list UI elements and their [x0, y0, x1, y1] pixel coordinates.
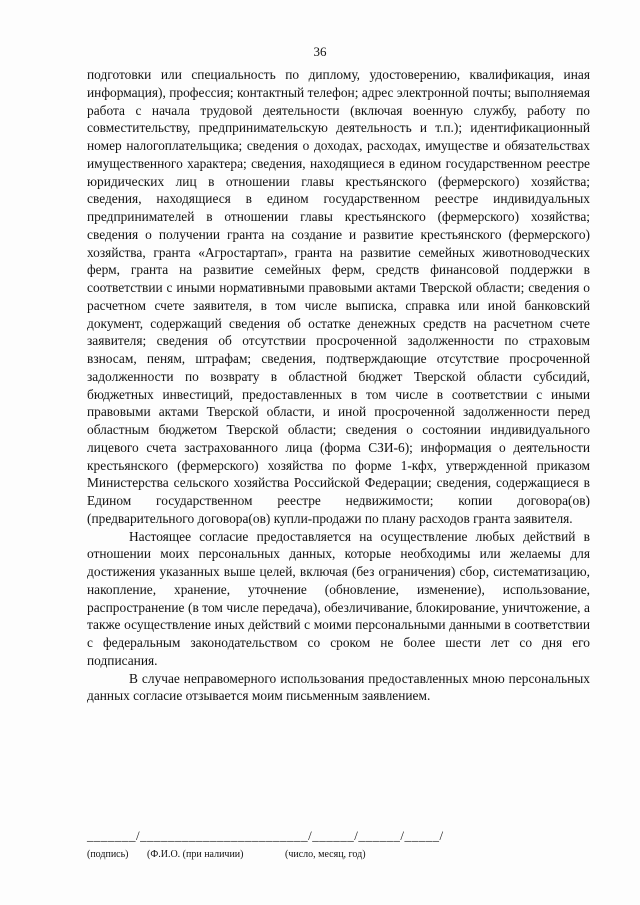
paragraph-consent-scope: Настоящее согласие предоставляется на осуществление любых действий в отношении моих персональных данных, которые необходимы или желаемы для достижения указанных выше целей, включая (без ограничения) сбор, систематизацию, накопление, хранение, уточнение (обновление, изменение), использование, распространение (в том числе передача), обезличивание, блокирование, уничтожение, а также осуществление иных действий с моими персональными данными в соответствии с федеральным законодательством со сроком не более шести лет со дня его подписания. [87, 528, 590, 668]
signature-label: (подпись) [87, 849, 129, 860]
document-body [87, 66, 590, 705]
paragraph-consent-revocation: В случае неправомерного использования предоставленных мною персональных данных согласие отзывается моим письменным заявлением. [87, 670, 590, 704]
paragraph-personal-data-list: подготовки или специальность по диплому, удостоверению, квалификация, иная информация), профессия; контактный телефон; адрес электронной почты; выполняемая работа с начала трудовой деятельности (включая военную службу, работу по совместительству, предпринимательскую деятельность и т.п.); идентификационный номер налогоплательщика; сведения о доходах, расходах, имуществе и обязательствах имущественного характера; сведения, находящиеся в едином государственном реестре юридических лиц в отношении главы крестьянского (фермерского) хозяйства; сведения, находящиеся в едином государственном реестре индивидуальных предпринимателей в отношении главы крестьянского (фермерского) хозяйства; сведения о получении гранта на создание и развитие крестьянского (фермерского) хозяйства, гранта «Агростартап», гранта на развитие семейных животноводческих ферм, гранта на развитие семейных ферм, средств финансовой поддержки в соответствии с иными нормативными правовыми актами Тверской области; сведения о расчетном счете заявителя, в том числе выписка, справка или иной банковский документ, содержащий сведения об остатке денежных средств на расчетном счете заявителя; сведения об отсутствии просроченной задолженности по страховым взносам, пеням, штрафам; сведения, подтверждающие отсутствие просроченной задолженности по возврату в областной бюджет Тверской области субсидий, бюджетных инвестиций, предоставленных в том числе в соответствии с иными правовыми актами Тверской области, и иной просроченной задолженности перед областным бюджетом Тверской области; сведения о состоянии индивидуального лицевого счета застрахованного лица (форма СЗИ-6); информация о деятельности крестьянского (фермерского) хозяйства по форме 1-кфх, утвержденной приказом Министерства сельского хозяйства Российской Федерации; сведения, содержащиеся в Едином государственном реестре недвижимости; копии договора(ов) (предварительного договора(ов) купли-продажи по плану расходов гранта заявителя. [87, 67, 590, 526]
full-name-label: (Ф.И.О. (при наличии) [147, 849, 244, 860]
date-label: (число, месяц, год) [285, 849, 366, 860]
signature-lines: _______/________________________/______/______/_____/ [87, 828, 444, 843]
page-number: 36 [313, 44, 327, 59]
